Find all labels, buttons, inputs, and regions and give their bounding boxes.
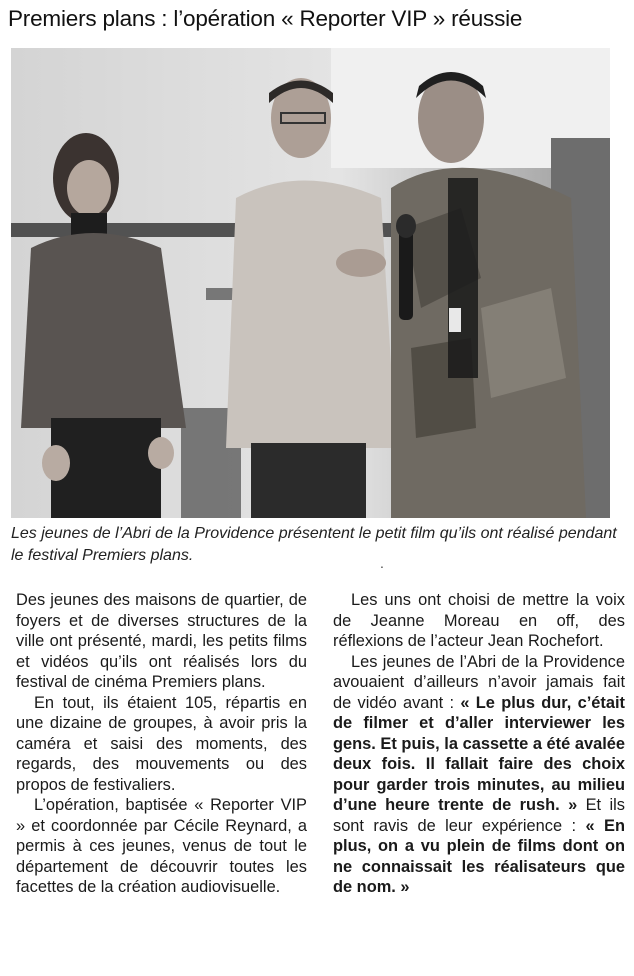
photo-illustration [11, 48, 610, 518]
paragraph: Les uns ont choisi de mettre la voix de Jeanne Moreau en off, des réflexions de l’acteur Jean Rochefort. [333, 591, 625, 650]
paragraph-text: Et ils sont ravis de leur expérience : [333, 796, 625, 835]
paragraph: Des jeunes des maisons de quartier, de foyers et de diverses structures de la ville ont présenté, mardi, les petits films et vidéos qu’ils ont réalisés lors du festival de cinéma Premiers plans. [16, 591, 307, 691]
paragraph [333, 652, 625, 898]
quote-text: « En plus, on a vu plein de films dont on ne connaissait les réalisateurs que de nom. » [333, 816, 625, 896]
photo-caption: Les jeunes de l’Abri de la Providence présentent le petit film qu’ils ont réalisé pendant le festival Premiers plans. [11, 525, 617, 564]
paragraph: En tout, ils étaient 105, répartis en une dizaine de groupes, à avoir pris la caméra et saisi des moments, des regards, des mouvements ou des propos de festivaliers. [16, 693, 307, 794]
article-photo [11, 48, 610, 518]
article-column-left [16, 590, 307, 898]
paragraph-text: Les jeunes de l’Abri de la Providence avouaient d’ailleurs n’avoir jamais fait de vidéo avant : [333, 652, 625, 712]
paragraph: L’opération, baptisée « Reporter VIP » et coordonnée par Cécile Reynard, a permis à ces jeunes, venus de tout le département de découvrir toutes les facettes de la création audiovisuelle. [16, 796, 307, 896]
article-column-right [333, 590, 625, 898]
quote-text: « Le plus dur, c’était de filmer et d’aller interviewer les gens. Et puis, la cassette a été avalée deux fois. Il fallait faire des choix pour garder trois minutes, au milieu d’une heure trente de rush. » [333, 693, 626, 814]
stray-mark: . [380, 555, 384, 571]
article-headline: Premiers plans : l’opération « Reporter VIP » réussie [8, 6, 523, 31]
